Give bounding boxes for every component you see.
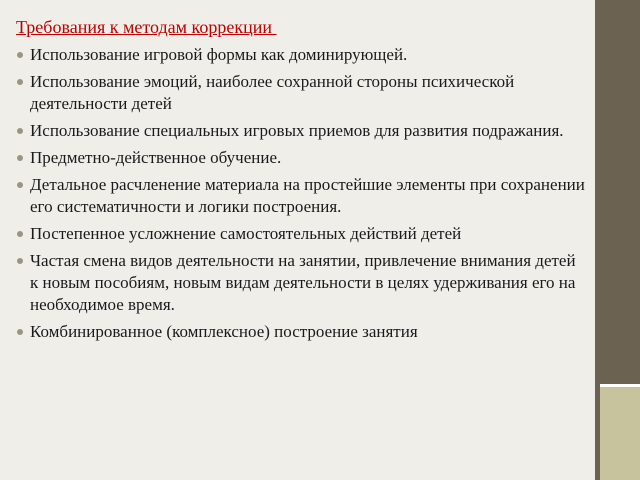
slide-content (16, 16, 586, 348)
bullet-dot-icon (17, 128, 23, 134)
bullet-text: Использование специальных игровых приемов для развития подражания. (30, 121, 564, 140)
bullet-text: Постепенное усложнение самостоятельных действий детей (30, 224, 462, 243)
bullet-text: Комбинированное (комплексное) построение занятия (30, 322, 418, 341)
bullet-list (16, 44, 586, 343)
bullet-text: Частая смена видов деятельности на занятии, привлечение внимания детей к новым пособиям, новым видам деятельности в целях удерживания его на необходимое время. (30, 251, 576, 314)
bullet-dot-icon (17, 258, 23, 264)
list-item (16, 321, 586, 343)
list-item (16, 147, 586, 169)
list-item (16, 44, 586, 66)
bullet-text: Предметно-действенное обучение. (30, 148, 282, 167)
bullet-dot-icon (17, 329, 23, 335)
list-item (16, 120, 586, 142)
list-item (16, 223, 586, 245)
bullet-dot-icon (17, 182, 23, 188)
slide-title: Требования к методам коррекции (16, 17, 277, 37)
bullet-dot-icon (17, 52, 23, 58)
bullet-text: Детальное расчленение материала на простейшие элементы при сохранении его систематичности и логики построения. (30, 175, 585, 216)
bullet-dot-icon (17, 79, 23, 85)
side-decoration-accent (600, 384, 640, 480)
list-item (16, 71, 586, 115)
bullet-dot-icon (17, 155, 23, 161)
bullet-text: Использование игровой формы как доминирующей. (30, 45, 408, 64)
side-decoration-divider (600, 384, 640, 387)
list-item (16, 250, 586, 316)
bullet-dot-icon (17, 231, 23, 237)
list-item (16, 174, 586, 218)
bullet-text: Использование эмоций, наиболее сохранной стороны психической деятельности детей (30, 72, 515, 113)
